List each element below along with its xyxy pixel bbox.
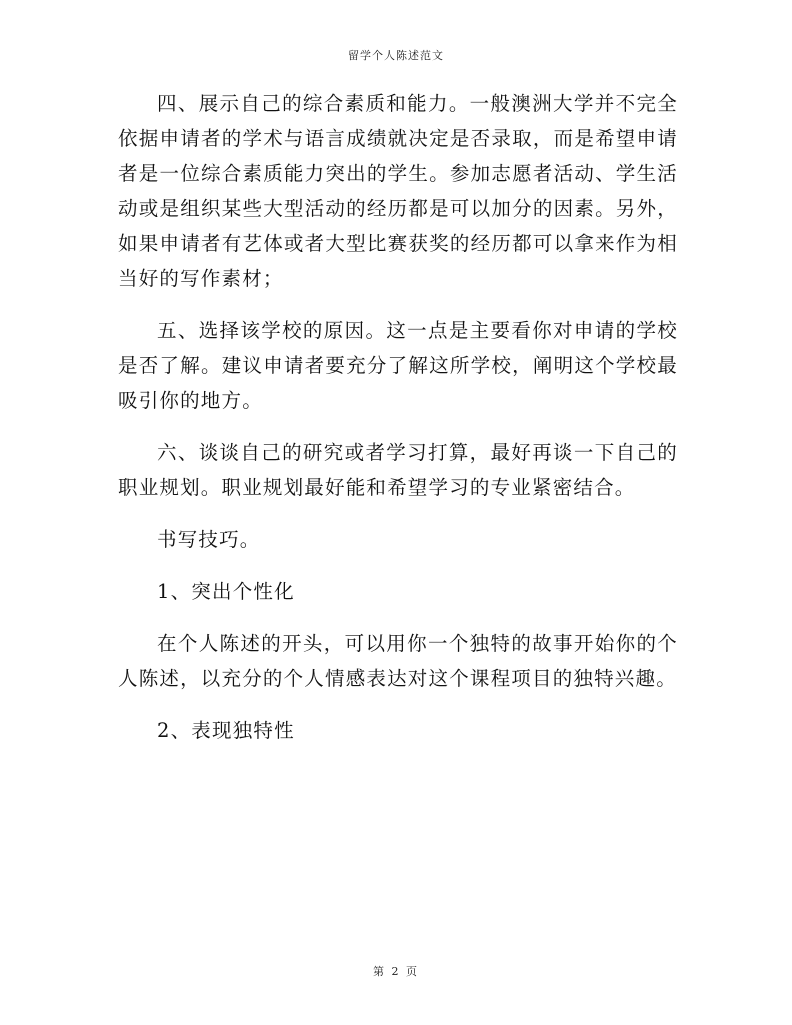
paragraph-section-six: 六、谈谈自己的研究或者学习打算，最好再谈一下自己的职业规划。职业规划最好能和希望学习的专业紧密结合。 bbox=[118, 441, 678, 499]
document-body bbox=[118, 86, 678, 748]
paragraph-section-four: 四、展示自己的综合素质和能力。一般澳洲大学并不完全依据申请者的学术与语言成绩就决定是否录取，而是希望申请者是一位综合素质能力突出的学生。参加志愿者活动、学生活动或是组织某些大型活动的经历都是可以加分的因素。另外，如果申请者有艺体或者大型比赛获奖的经历都可以拿来作为相当好的写作素材； bbox=[118, 92, 678, 290]
paragraph-tip-two-heading: 2、表现独特性 bbox=[157, 719, 295, 742]
paragraph-tip-one-heading: 1、突出个性化 bbox=[157, 580, 295, 603]
paragraph-section-five: 五、选择该学校的原因。这一点是主要看你对申请的学校是否了解。建议申请者要充分了解这所学校，阐明这个学校最吸引你的地方。 bbox=[118, 319, 678, 412]
page-header-title: 留学个人陈述范文 bbox=[348, 49, 444, 62]
page-number: 第 2 页 bbox=[373, 965, 419, 978]
paragraph-tip-one-body: 在个人陈述的开头，可以用你一个独特的故事开始你的个人陈述，以充分的个人情感表达对这个课程项目的独特兴趣。 bbox=[118, 632, 678, 690]
paragraph-writing-tips-heading: 书写技巧。 bbox=[157, 528, 261, 551]
